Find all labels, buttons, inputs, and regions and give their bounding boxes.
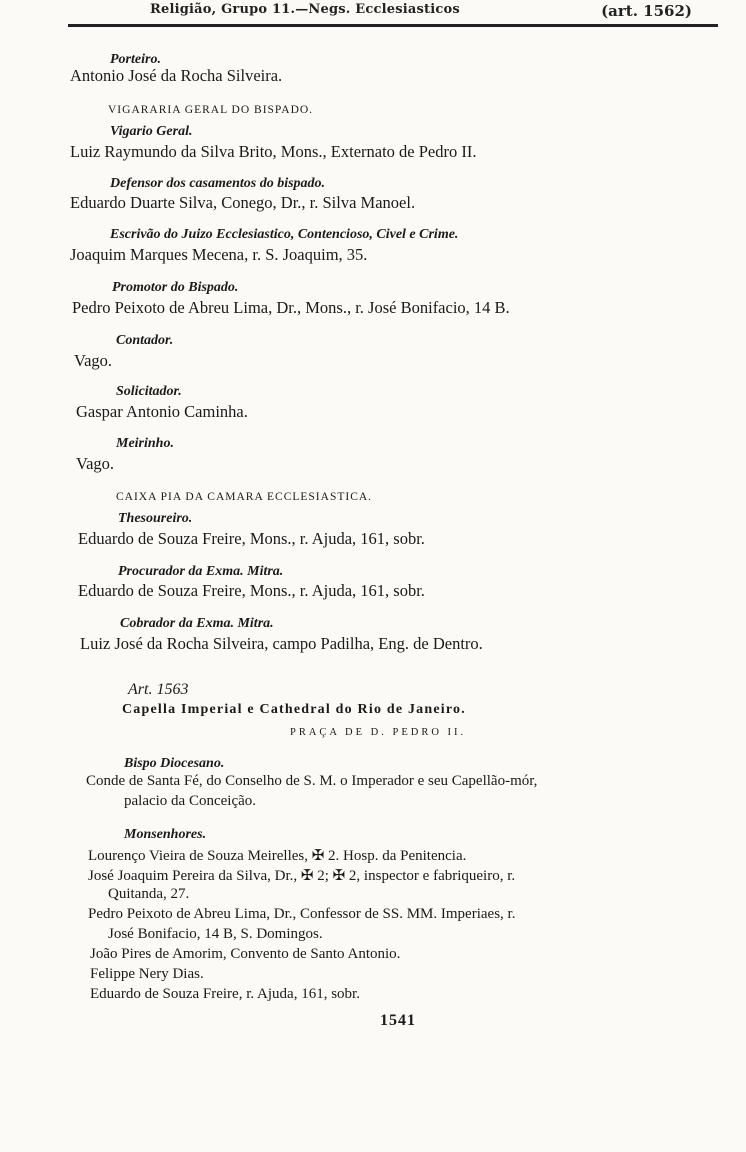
header-rule <box>68 24 718 27</box>
role-contador: Contador. <box>116 333 174 348</box>
article-number: Art. 1563 <box>128 681 189 698</box>
role-solicitador: Solicitador. <box>116 384 182 399</box>
running-header <box>0 2 720 22</box>
role-promotor: Promotor do Bispado. <box>112 280 239 295</box>
heading-caixa-pia: CAIXA PIA DA CAMARA ECCLESIASTICA. <box>116 491 373 503</box>
monsenhor-5: Felippe Nery Dias. <box>90 966 204 982</box>
role-bispo: Bispo Diocesano. <box>124 756 225 771</box>
monsenhor-6: Eduardo de Souza Freire, r. Ajuda, 161, sobr. <box>90 986 360 1002</box>
name-vigario: Luiz Raymundo da Silva Brito, Mons., Externato de Pedro II. <box>70 142 477 161</box>
role-defensor: Defensor dos casamentos do bispado. <box>110 176 326 191</box>
name-bispo-line2: palacio da Conceição. <box>124 793 257 809</box>
page-number: 1541 <box>380 1012 416 1029</box>
monsenhor-2-line2: Quitanda, 27. <box>108 886 190 902</box>
role-vigario: Vigario Geral. <box>110 124 193 139</box>
role-escrivao: Escrivão do Juizo Ecclesiastico, Contencioso, Civel e Crime. <box>110 227 459 242</box>
name-meirinho: Vago. <box>76 454 115 473</box>
name-contador: Vago. <box>74 351 113 370</box>
role-cobrador: Cobrador da Exma. Mitra. <box>120 616 274 631</box>
article-title: Capella Imperial e Cathedral do Rio de Janeiro. <box>122 702 466 717</box>
name-defensor: Eduardo Duarte Silva, Conego, Dr., r. Silva Manoel. <box>70 193 416 212</box>
name-procurador: Eduardo de Souza Freire, Mons., r. Ajuda, 161, sobr. <box>78 581 425 600</box>
name-thesoureiro: Eduardo de Souza Freire, Mons., r. Ajuda, 161, sobr. <box>78 529 425 548</box>
header-title: Religião, Grupo 11.—Negs. Ecclesiasticos <box>150 2 460 17</box>
heading-vigararia: VIGARARIA GERAL DO BISPADO. <box>108 104 314 116</box>
name-cobrador: Luiz José da Rocha Silveira, campo Padilha, Eng. de Dentro. <box>80 634 483 653</box>
name-promotor: Pedro Peixoto de Abreu Lima, Dr., Mons., r. José Bonifacio, 14 B. <box>72 298 510 317</box>
name-escrivao: Joaquim Marques Mecena, r. S. Joaquim, 35. <box>70 245 368 264</box>
name-porteiro: Antonio José da Rocha Silveira. <box>70 66 283 85</box>
monsenhor-4: João Pires de Amorim, Convento de Santo Antonio. <box>90 946 401 962</box>
article-subtitle: PRAÇA DE D. PEDRO II. <box>290 727 467 738</box>
monsenhor-3-line1: Pedro Peixoto de Abreu Lima, Dr., Confessor de SS. MM. Imperiaes, r. <box>88 906 516 922</box>
monsenhor-2-line1: José Joaquim Pereira da Silva, Dr., ✠ 2; ✠ 2, inspector e fabriqueiro, r. <box>88 868 516 884</box>
monsenhor-1: Lourenço Vieira de Souza Meirelles, ✠ 2. Hosp. da Penitencia. <box>88 848 467 864</box>
name-bispo-line1: Conde de Santa Fé, do Conselho de S. M. o Imperador e seu Capellão-mór, <box>86 773 538 789</box>
name-solicitador: Gaspar Antonio Caminha. <box>76 402 248 421</box>
role-meirinho: Meirinho. <box>116 436 174 451</box>
role-porteiro: Porteiro. <box>110 52 161 67</box>
role-monsenhores: Monsenhores. <box>124 827 207 842</box>
monsenhor-3-line2: José Bonifacio, 14 B, S. Domingos. <box>108 926 323 942</box>
header-article-ref: (art. 1562) <box>601 2 692 20</box>
role-procurador: Procurador da Exma. Mitra. <box>118 564 284 579</box>
role-thesoureiro: Thesoureiro. <box>118 511 193 526</box>
